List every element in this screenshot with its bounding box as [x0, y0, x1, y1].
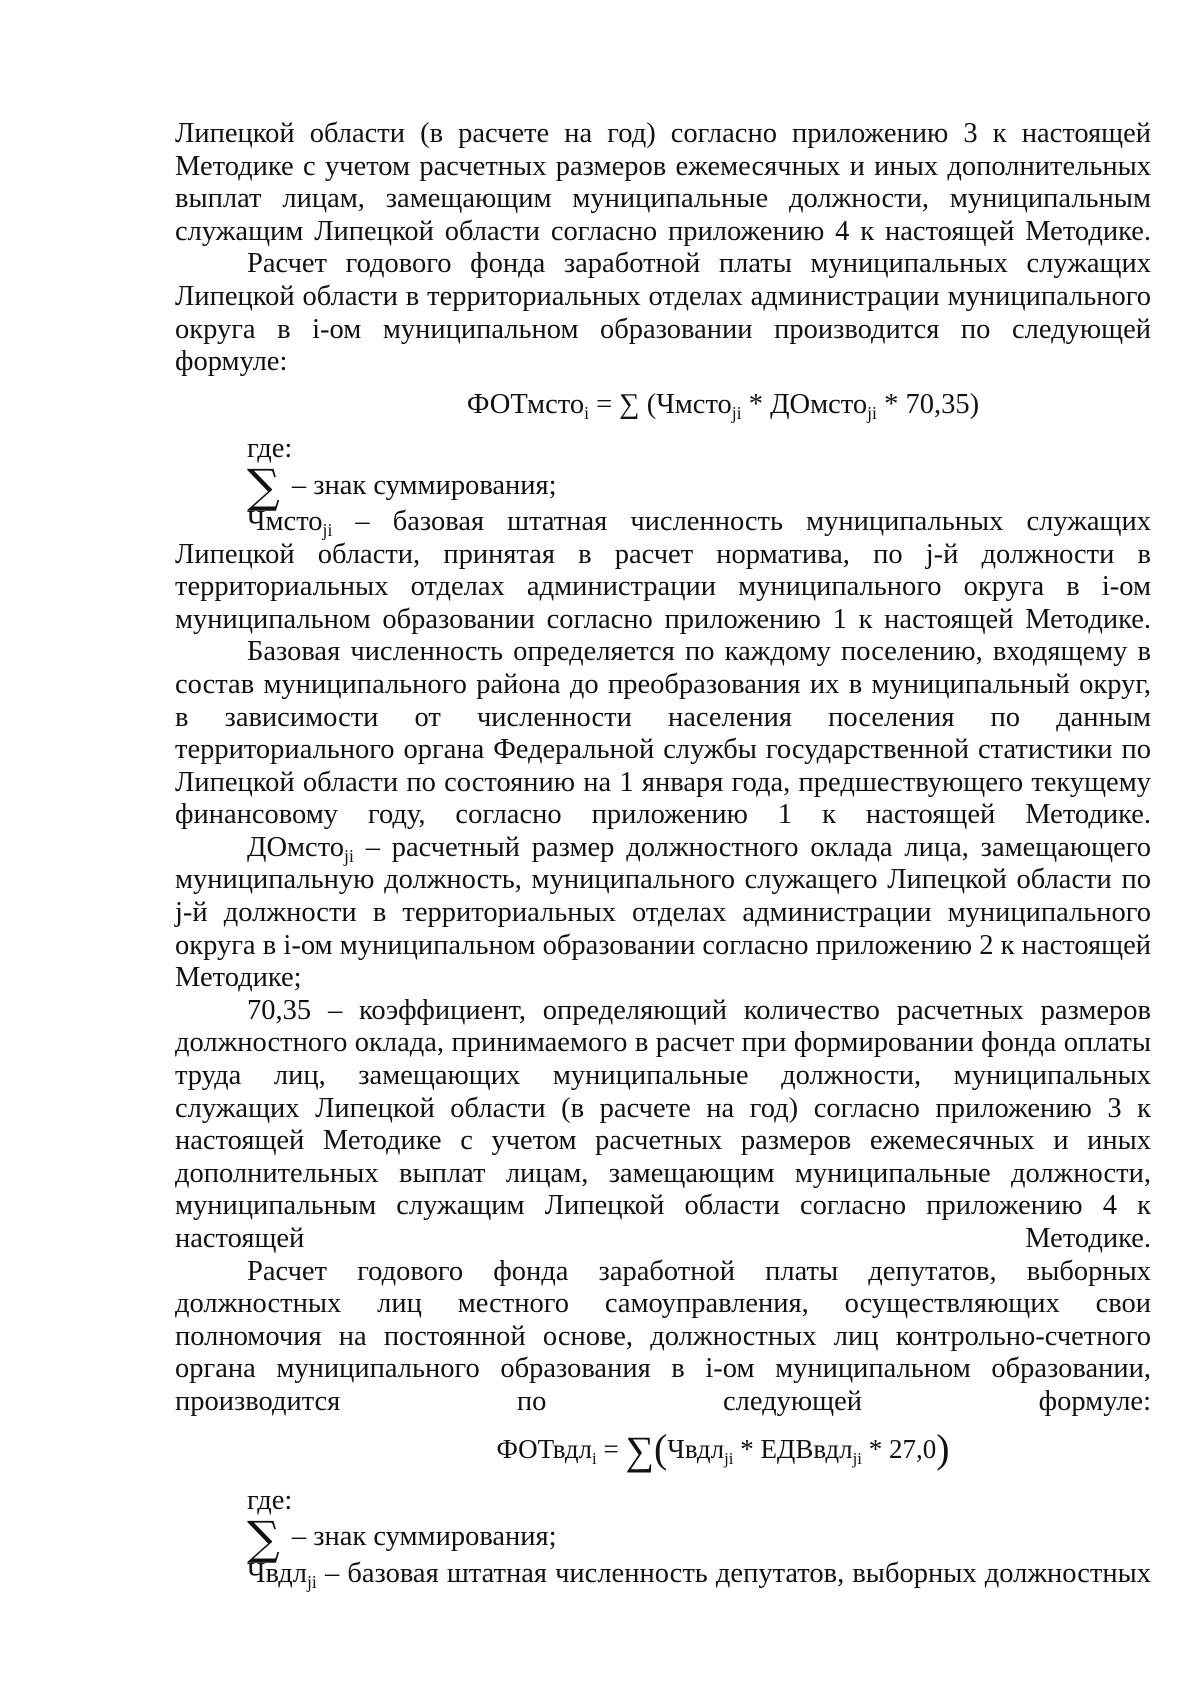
formula-fot-vdl — [175, 1425, 1151, 1473]
formula-fot-msto — [175, 389, 1151, 422]
var-chvdl-sub: ji — [307, 1571, 317, 1592]
formula1-mid: * ДОмсто — [741, 388, 868, 420]
sum-definition-1 — [247, 458, 1151, 513]
var-chmsto: Чмсто — [247, 505, 323, 537]
where-label-1: где: — [247, 433, 293, 465]
formula2-sub1: ji — [724, 1448, 734, 1468]
formula1-eq: = ∑ (Чмсто — [588, 388, 732, 420]
var-chvdl: Чвдл — [247, 1557, 307, 1589]
where-label-2: где: — [247, 1485, 293, 1517]
paragraph-3-text: – базовая штатная численность муниципальных служащих Липецкой области, принятая в расчет норматива, по j-й должности в территориальных отделах администрации муниципального округа в i-ом муниципальном образовании согласно приложению 1 к настоящей Методике. — [175, 505, 1151, 635]
formula2-mid: * ЕДВвдл — [733, 1433, 853, 1464]
formula1-tail: * 70,35) — [876, 388, 980, 420]
formula2-v1: Чвдл — [667, 1433, 725, 1464]
formula2-open-paren: ( — [653, 1425, 668, 1471]
var-domsto: ДОмсто — [247, 831, 345, 863]
formula2-sigma: ∑ — [625, 1427, 654, 1473]
paragraph-2: Расчет годового фонда заработной платы муниципальных служащих Липецкой области в территориальных отделах администрации муниципального округа в i-ом муниципальном образовании производится по следующей формуле: — [175, 248, 1151, 378]
paragraph-3 — [175, 506, 1151, 636]
sigma-symbol-1: ∑ — [247, 458, 280, 513]
formula2-lhs: ФОТвдл — [496, 1433, 593, 1464]
formula1-sub2: ji — [867, 402, 877, 423]
formula2-lhs-sub: i — [592, 1448, 597, 1468]
formula1-sub1: ji — [731, 402, 742, 423]
var-domsto-sub: ji — [344, 846, 354, 867]
formula2-tail: * 27,0 — [861, 1433, 937, 1464]
formula2-close-paren: ) — [936, 1425, 950, 1471]
sigma-symbol-2: ∑ — [247, 1510, 280, 1565]
paragraph-8-text: – базовая штатная численность депутатов, выборных должностных — [316, 1557, 1151, 1589]
var-chmsto-sub: ji — [322, 520, 333, 541]
sum-text-2: – знак суммирования; — [291, 1521, 557, 1553]
paragraph-1: Липецкой области (в расчете на год) согласно приложению 3 к настоящей Методике с учетом расчетных размеров ежемесячных и иных дополнительных выплат лицам, замещающим муниципальные должности, муниципальным служащим Липецкой области согласно приложению 4 к настоящей Методике. — [175, 118, 1151, 247]
sum-definition-2 — [247, 1510, 1151, 1565]
formula1-lhs: ФОТмсто — [466, 388, 585, 420]
paragraph-7: Расчет годового фонда заработной платы депутатов, выборных должностных лиц местного самоуправления, осуществляющих свои полномочия на постоянной основе, должностных лиц контрольно-счетного органа муниципального образования в i-ом муниципальном образовании, производится по следующей формуле: — [175, 1255, 1151, 1417]
document-page — [175, 118, 1151, 1590]
formula2-eq: = — [596, 1433, 626, 1464]
sum-text-1: – знак суммирования; — [291, 469, 557, 501]
paragraph-8 — [175, 1558, 1151, 1591]
formula1-lhs-sub: i — [584, 402, 589, 423]
formula2-sub2: ji — [852, 1448, 862, 1468]
paragraph-6: 70,35 – коэффициент, определяющий количество расчетных размеров должностного оклада, принимаемого в расчет при формировании фонда оплаты труда лиц, замещающих муниципальные должности, муниципальных служащих Липецкой области (в расчете на год) согласно приложению 3 к настоящей Методике с учетом расчетных размеров ежемесячных и иных дополнительных выплат лицам, замещающим муниципальные должности, муниципальным служащим Липецкой области согласно приложению 4 к настоящей Методике. — [175, 994, 1151, 1254]
paragraph-4: Базовая численность определяется по каждому поселению, входящему в состав муниципального района до преобразования их в муниципальный округ, в зависимости от численности населения поселения по данным территориального органа Федеральной службы государственной статистики по Липецкой области по состоянию на 1 января года, предшествующего текущему финансовому году, согласно приложению 1 к настоящей Методике. — [175, 636, 1151, 831]
paragraph-5-text: – расчетный размер должностного оклада лица, замещающего муниципальную должность, муниципального служащего Липецкой области по j-й должности в территориальных отделах администрации муниципального округа в i-ом муниципальном образовании согласно приложению 2 к настоящей Методике; — [175, 831, 1151, 994]
paragraph-5 — [175, 832, 1151, 995]
